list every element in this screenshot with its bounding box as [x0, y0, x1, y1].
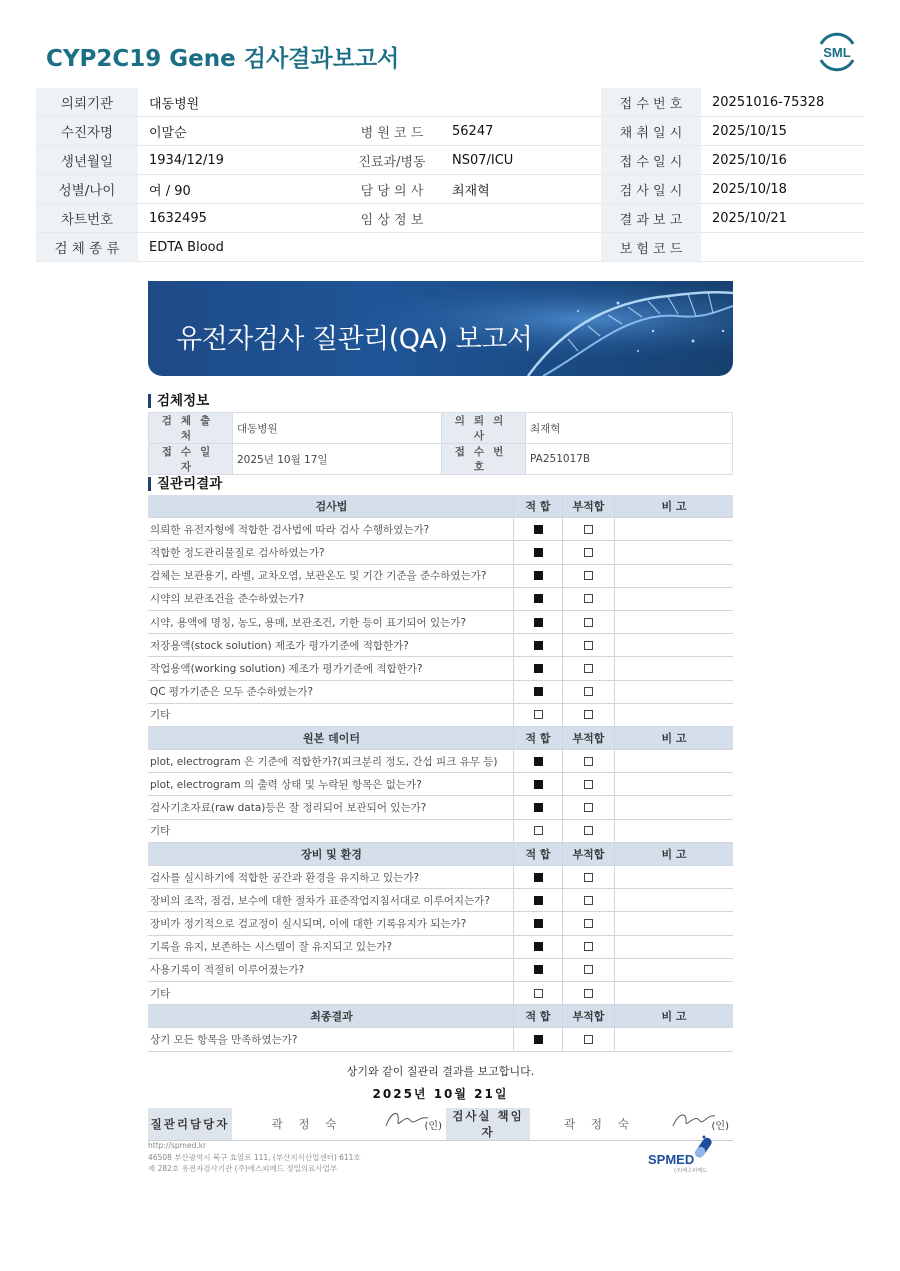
patient-field-value: 2025/10/21: [701, 204, 864, 233]
qa-note-cell: [615, 634, 734, 657]
seal-mark-1: (인): [424, 1120, 442, 1132]
fail-checkbox[interactable]: [584, 1035, 593, 1044]
qa-note-cell: [615, 587, 734, 610]
qa-question: 작업용액(working solution) 제조가 평가기준에 적합한가?: [148, 657, 514, 680]
pass-checkbox[interactable]: [534, 594, 543, 603]
patient-field-label: [343, 233, 441, 262]
fail-checkbox[interactable]: [584, 594, 593, 603]
qa-column-note: 비 고: [615, 842, 734, 865]
pass-checkbox[interactable]: [534, 687, 543, 696]
patient-info-row: [36, 146, 864, 175]
patient-info-row: [36, 204, 864, 233]
fail-checkbox[interactable]: [584, 919, 593, 928]
qa-note-cell: [615, 657, 734, 680]
patient-field-label: 병 원 코 드: [343, 117, 441, 146]
qa-item-row: [148, 564, 733, 587]
patient-field-value: 2025/10/16: [701, 146, 864, 175]
qa-note-cell: [615, 981, 734, 1004]
qa-item-row: [148, 773, 733, 796]
qa-item-row: [148, 889, 733, 912]
qa-column-fail: 부적합: [563, 726, 615, 749]
patient-field-label: 수진자명: [36, 117, 138, 146]
qa-note-cell: [615, 564, 734, 587]
qa-question: 검사기초자료(raw data)등은 잘 정리되어 보관되어 있는가?: [148, 796, 514, 819]
qa-item-row: [148, 981, 733, 1004]
report-statement: 상기와 같이 질관리 결과를 보고합니다.: [346, 1065, 535, 1078]
patient-field-label: 성별/나이: [36, 175, 138, 204]
qa-item-row: [148, 750, 733, 773]
patient-field-label: 담 당 의 사: [343, 175, 441, 204]
patient-info-row: [36, 88, 864, 117]
qa-results-heading: 질관리결과: [148, 477, 222, 491]
qa-item-row: [148, 935, 733, 958]
fail-checkbox[interactable]: [584, 989, 593, 998]
patient-field-value: NS07/ICU: [441, 146, 601, 175]
pass-checkbox[interactable]: [534, 571, 543, 580]
patient-field-label: 생년월일: [36, 146, 138, 175]
pass-checkbox[interactable]: [534, 641, 543, 650]
qa-question: 기타: [148, 819, 514, 842]
patient-field-value: EDTA Blood: [138, 233, 343, 262]
patient-info-table: [36, 88, 864, 262]
specimen-info-table: [148, 412, 733, 475]
pass-checkbox[interactable]: [534, 525, 543, 534]
qa-manager-name: 곽 정 숙: [232, 1108, 382, 1141]
qa-column-pass: 적 합: [514, 842, 563, 865]
spmed-logo-subtext: (주)에스피메드: [674, 1168, 707, 1174]
patient-field-value: 1632495: [138, 204, 343, 233]
patient-field-value: 2025/10/18: [701, 175, 864, 204]
patient-field-label: 접 수 번 호: [601, 88, 701, 117]
qa-column-note: 비 고: [615, 495, 734, 518]
footer-info: [148, 1140, 361, 1175]
patient-field-value: 20251016-75328: [701, 88, 864, 117]
qa-item-row: [148, 657, 733, 680]
patient-field-value: 1934/12/19: [138, 146, 343, 175]
fail-checkbox[interactable]: [584, 757, 593, 766]
receipt-number-label: 접수번호: [442, 444, 526, 475]
patient-info-row: [36, 175, 864, 204]
qa-item-row: [148, 819, 733, 842]
sml-logo: [815, 30, 859, 74]
patient-field-label: 진료과/병동: [343, 146, 441, 175]
fail-checkbox[interactable]: [584, 571, 593, 580]
qa-item-row: [148, 541, 733, 564]
patient-field-label: [343, 88, 441, 117]
qa-item-row: [148, 1028, 733, 1051]
patient-field-value: [701, 233, 864, 262]
qa-note-cell: [615, 773, 734, 796]
qa-note-cell: [615, 889, 734, 912]
qa-note-cell: [615, 1028, 734, 1051]
qa-column-note: 비 고: [615, 726, 734, 749]
referring-doctor-label: 의뢰의사: [442, 413, 526, 444]
patient-field-value: 56247: [441, 117, 601, 146]
patient-info-row: [36, 233, 864, 262]
fail-checkbox[interactable]: [584, 618, 593, 627]
specimen-source-label: 검체출처: [149, 413, 233, 444]
qa-note-cell: [615, 796, 734, 819]
qa-question: 적합한 정도관리물질로 검사하였는가?: [148, 541, 514, 564]
footer-address: 46508 부산광역시 북구 효열로 111, (부산지식산업센터) 611호: [148, 1152, 361, 1162]
fail-checkbox[interactable]: [584, 896, 593, 905]
qa-question: plot, electrogram 의 출력 상태 및 누락된 항목은 없는가?: [148, 773, 514, 796]
receipt-number-value: PA251017B: [526, 444, 733, 475]
seal-mark-2: (인): [711, 1120, 729, 1132]
pass-checkbox[interactable]: [534, 989, 543, 998]
qa-note-cell: [615, 935, 734, 958]
fail-checkbox[interactable]: [584, 942, 593, 951]
qa-question: plot, electrogram 은 기준에 적합한가?(피크분리 정도, 간섭 피크 유무 등): [148, 750, 514, 773]
fail-checkbox[interactable]: [584, 803, 593, 812]
qa-note-cell: [615, 518, 734, 541]
banner-title: 유전자검사 질관리(QA) 보고서: [176, 324, 533, 355]
patient-info-row: [36, 117, 864, 146]
fail-checkbox[interactable]: [584, 710, 593, 719]
qa-section-header: [148, 495, 733, 518]
qa-column-fail: 부적합: [563, 495, 615, 518]
qa-column-pass: 적 합: [514, 495, 563, 518]
pass-checkbox[interactable]: [534, 664, 543, 673]
patient-field-value: 이말순: [138, 117, 343, 146]
qa-results-table: [148, 495, 733, 1052]
fail-checkbox[interactable]: [584, 965, 593, 974]
qa-column-fail: 부적합: [563, 842, 615, 865]
qa-question: 저장용액(stock solution) 제조가 평가기준에 적합한가?: [148, 634, 514, 657]
logo-text: SML: [823, 45, 851, 60]
qa-column-pass: 적 합: [514, 1005, 563, 1028]
pass-checkbox[interactable]: [534, 618, 543, 627]
lab-director-name: 곽 정 숙: [530, 1108, 669, 1141]
qa-note-cell: [615, 750, 734, 773]
report-date: 2025년 10월 21일: [372, 1087, 509, 1101]
qa-question: 기타: [148, 703, 514, 726]
qa-section-title: 장비 및 환경: [148, 842, 514, 865]
fail-checkbox[interactable]: [584, 780, 593, 789]
qa-item-row: [148, 796, 733, 819]
patient-field-label: 의뢰기관: [36, 88, 138, 117]
qa-item-row: [148, 703, 733, 726]
lab-director-label: 검사실 책임자: [446, 1108, 530, 1141]
qa-item-row: [148, 518, 733, 541]
qa-item-row: [148, 680, 733, 703]
pass-checkbox[interactable]: [534, 710, 543, 719]
fail-checkbox[interactable]: [584, 826, 593, 835]
qa-question: 검체는 보관용기, 라벨, 교차오염, 보관온도 및 기간 기준을 준수하였는가?: [148, 564, 514, 587]
fail-checkbox[interactable]: [584, 641, 593, 650]
qa-item-row: [148, 866, 733, 889]
qa-note-cell: [615, 819, 734, 842]
qa-item-row: [148, 958, 733, 981]
qa-section-title: 검사법: [148, 495, 514, 518]
pass-checkbox[interactable]: [534, 965, 543, 974]
pass-checkbox[interactable]: [534, 1035, 543, 1044]
qa-item-row: [148, 634, 733, 657]
receipt-date-value: 2025년 10월 17일: [233, 444, 442, 475]
qa-item-row: [148, 610, 733, 633]
fail-checkbox[interactable]: [584, 525, 593, 534]
patient-field-value: 2025/10/15: [701, 117, 864, 146]
qa-question: 장비가 정기적으로 검교정이 실시되며, 이에 대한 기록유지가 되는가?: [148, 912, 514, 935]
patient-field-value: [441, 204, 601, 233]
qa-question: 의뢰한 유전자형에 적합한 검사법에 따라 검사 수행하였는가?: [148, 518, 514, 541]
qa-question: 장비의 조작, 점검, 보수에 대한 절차가 표준작업지침서대로 이루어지는가?: [148, 889, 514, 912]
qa-manager-label: 질관리담당자: [148, 1108, 232, 1141]
fail-checkbox[interactable]: [584, 548, 593, 557]
patient-field-label: 검 체 종 류: [36, 233, 138, 262]
qa-section-title: 원본 데이터: [148, 726, 514, 749]
qa-section-header: [148, 842, 733, 865]
report-title: CYP2C19 Gene 검사결과보고서: [46, 46, 400, 72]
qa-column-note: 비 고: [615, 1005, 734, 1028]
fail-checkbox[interactable]: [584, 687, 593, 696]
spmed-logo: [646, 1134, 736, 1174]
qa-note-cell: [615, 610, 734, 633]
qa-section-header: [148, 1005, 733, 1028]
specimen-source-value: 대동병원: [233, 413, 442, 444]
pass-checkbox[interactable]: [534, 919, 543, 928]
patient-field-value: 여 / 90: [138, 175, 343, 204]
qa-question: 사용기록이 적절히 이루어졌는가?: [148, 958, 514, 981]
pass-checkbox[interactable]: [534, 548, 543, 557]
patient-field-label: 결 과 보 고: [601, 204, 701, 233]
qa-note-cell: [615, 866, 734, 889]
footer-registration: 제 282호 유전자검사기관 (주)에스피메드 정밀의료사업부: [148, 1164, 338, 1173]
qa-item-row: [148, 912, 733, 935]
qa-question: 시약의 보관조건을 준수하였는가?: [148, 587, 514, 610]
pass-checkbox[interactable]: [534, 942, 543, 951]
footer-url: http://spmed.kr: [148, 1141, 207, 1150]
pass-checkbox[interactable]: [534, 780, 543, 789]
qa-question: 기타: [148, 981, 514, 1004]
patient-field-value: 대동병원: [138, 88, 343, 117]
qa-note-cell: [615, 912, 734, 935]
qa-question: 시약, 용액에 명칭, 농도, 용매, 보관조건, 기한 등이 표기되어 있는가?: [148, 610, 514, 633]
referring-doctor-value: 최재혁: [526, 413, 733, 444]
qa-item-row: [148, 587, 733, 610]
patient-field-label: 채 취 일 시: [601, 117, 701, 146]
qa-note-cell: [615, 680, 734, 703]
patient-field-label: 차트번호: [36, 204, 138, 233]
patient-field-value: [441, 233, 601, 262]
patient-field-value: 최재혁: [441, 175, 601, 204]
patient-field-value: [441, 88, 601, 117]
qa-question: 상기 모든 항목을 만족하였는가?: [148, 1028, 514, 1051]
receipt-date-label: 접수일자: [149, 444, 233, 475]
specimen-info-heading: 검체정보: [148, 394, 209, 408]
qa-note-cell: [615, 958, 734, 981]
qa-question: QC 평가기준은 모두 준수하였는가?: [148, 680, 514, 703]
qa-question: 기록을 유지, 보존하는 시스템이 잘 유지되고 있는가?: [148, 935, 514, 958]
patient-field-label: 접 수 일 시: [601, 146, 701, 175]
qa-column-fail: 부적합: [563, 1005, 615, 1028]
patient-field-label: 보 험 코 드: [601, 233, 701, 262]
pass-checkbox[interactable]: [534, 896, 543, 905]
patient-field-label: 검 사 일 시: [601, 175, 701, 204]
spmed-logo-text: SPMED: [648, 1152, 695, 1167]
fail-checkbox[interactable]: [584, 873, 593, 882]
qa-note-cell: [615, 541, 734, 564]
qa-note-cell: [615, 703, 734, 726]
qa-report-banner: [148, 281, 733, 376]
qa-column-pass: 적 합: [514, 726, 563, 749]
pass-checkbox[interactable]: [534, 873, 543, 882]
pass-checkbox[interactable]: [534, 803, 543, 812]
patient-field-label: 임 상 정 보: [343, 204, 441, 233]
qa-question: 검사를 실시하기에 적합한 공간과 환경을 유지하고 있는가?: [148, 866, 514, 889]
qa-section-title: 최종결과: [148, 1005, 514, 1028]
pass-checkbox[interactable]: [534, 757, 543, 766]
qa-section-header: [148, 726, 733, 749]
fail-checkbox[interactable]: [584, 664, 593, 673]
pass-checkbox[interactable]: [534, 826, 543, 835]
